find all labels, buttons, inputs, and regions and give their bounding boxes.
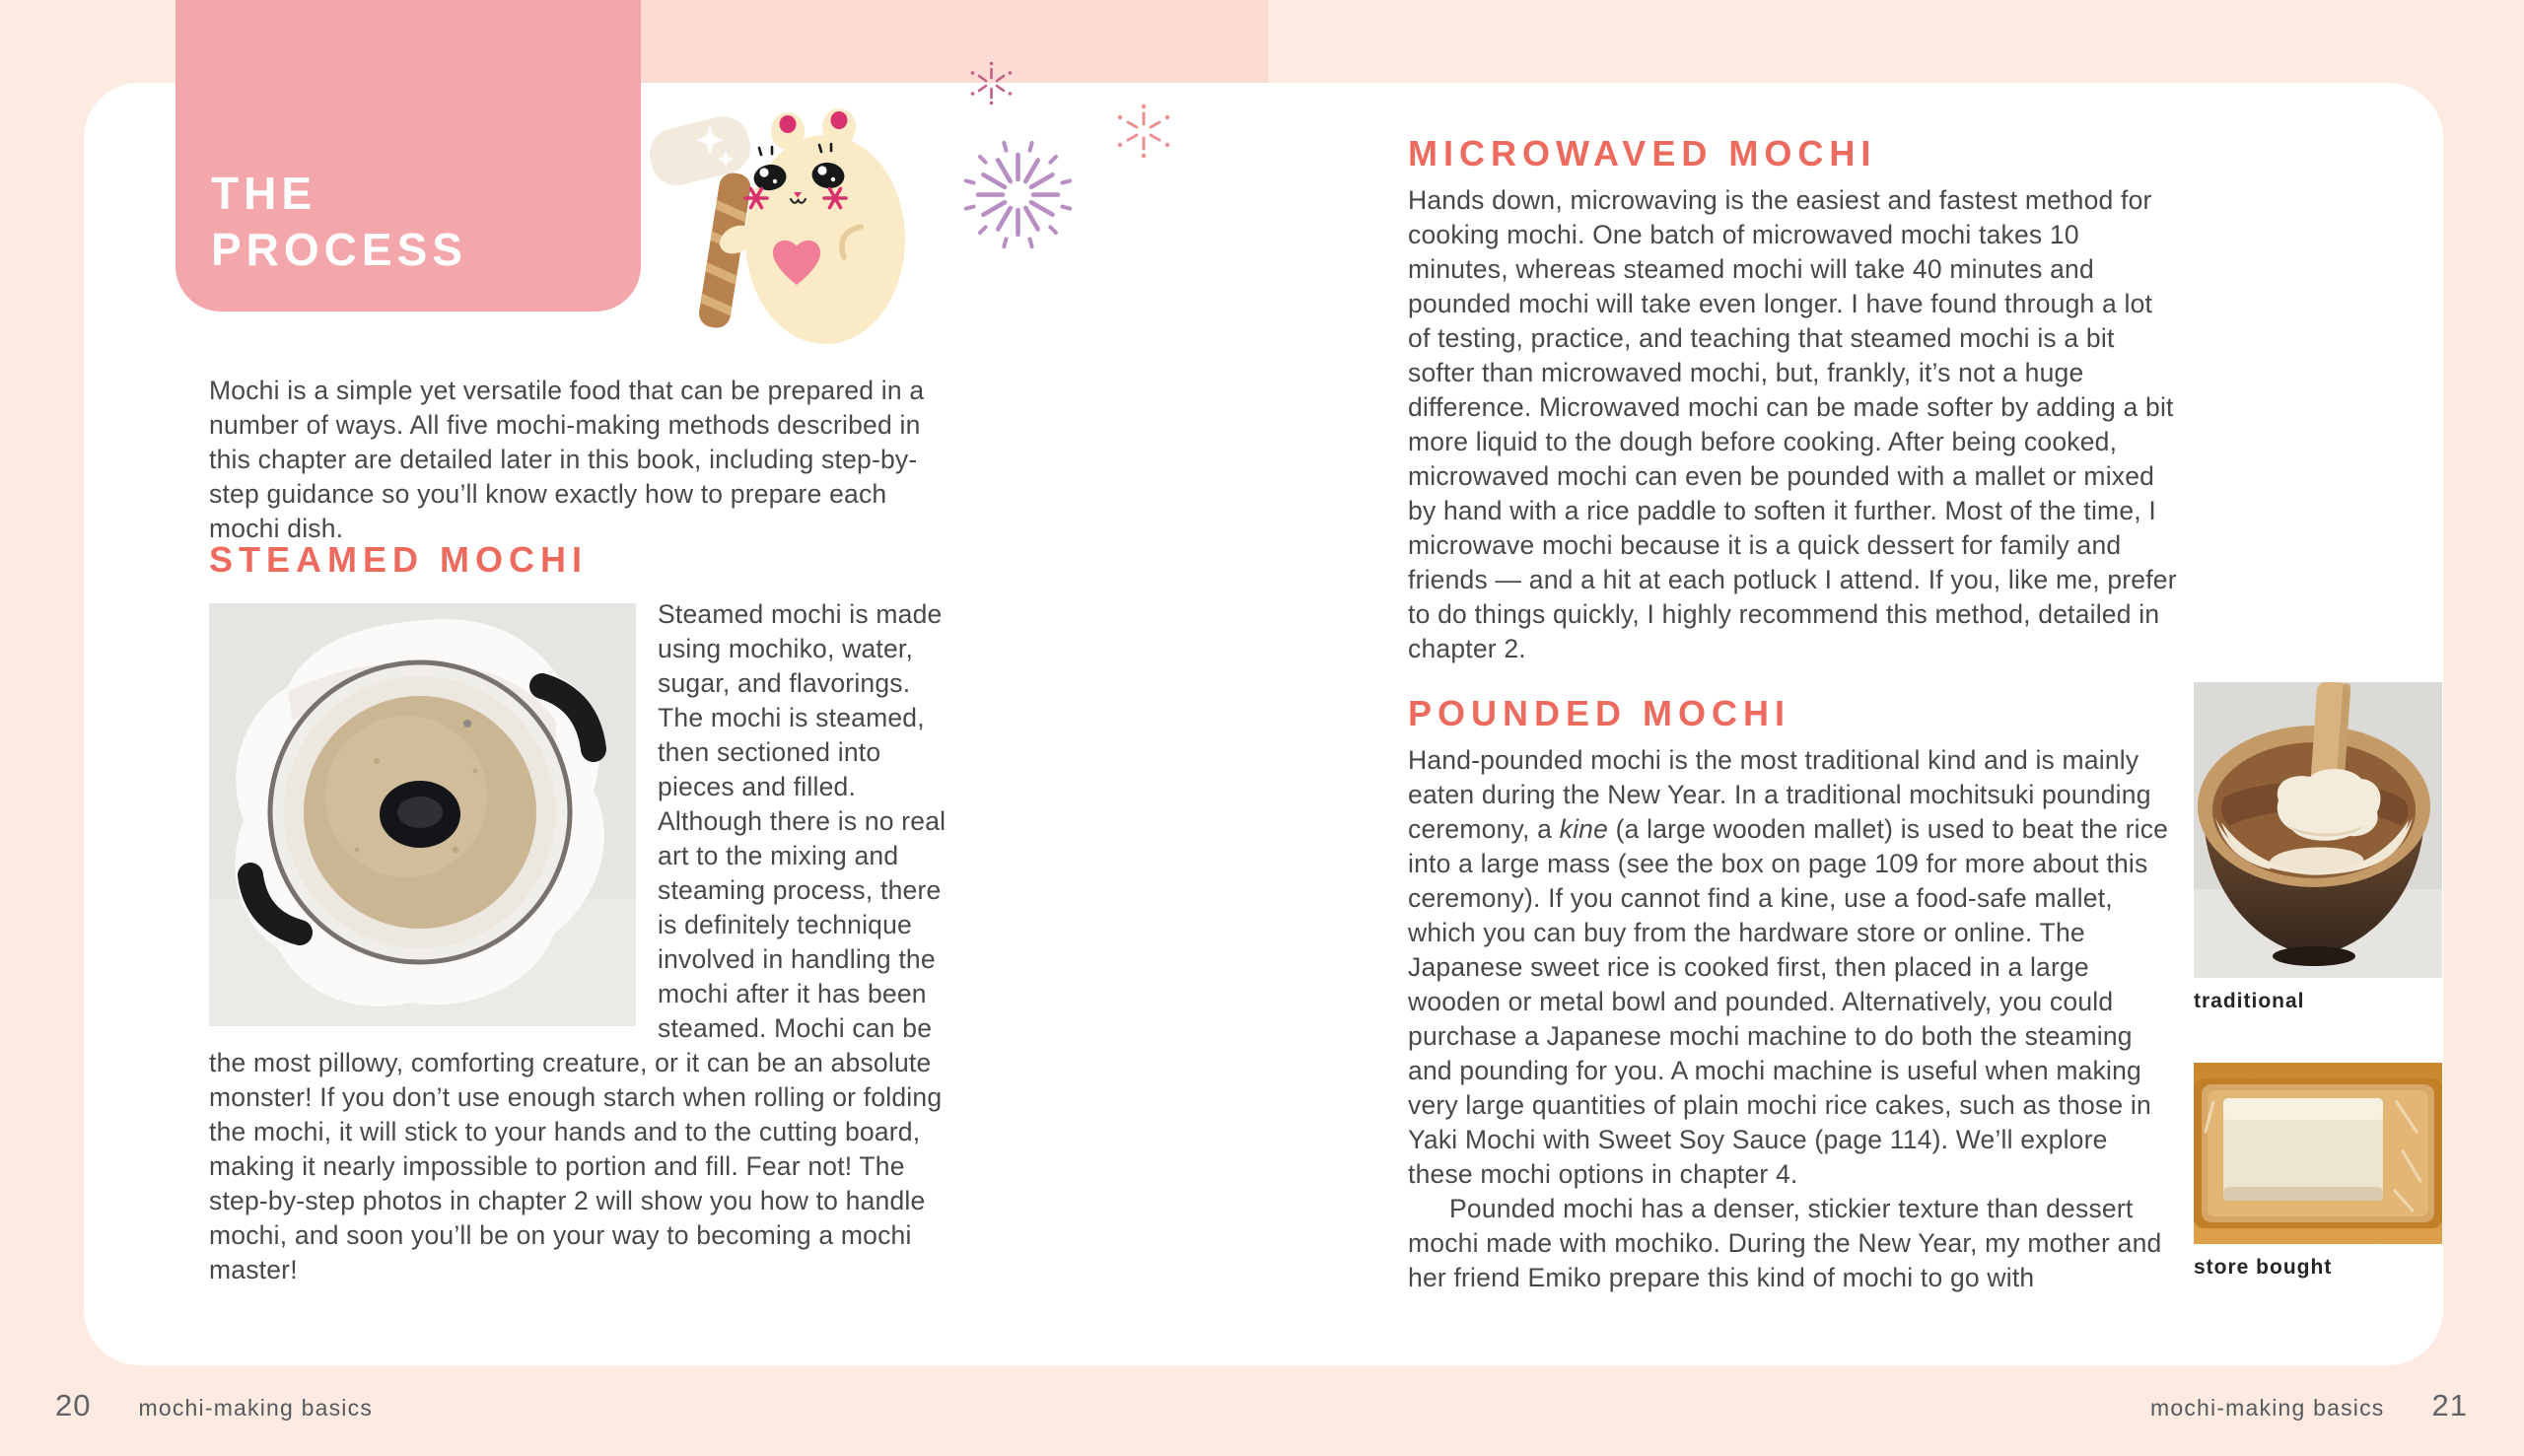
- steamed-mochi-paragraph: Steamed mochi is made using mochiko, water, sugar, and flavorings. The mochi is steamed, then sectioned into pieces and filled. Although there is no real art to the mixing and steaming process, there is definitely technique involved in handling the mochi after it has been steamed. Mochi can be the most pillowy, comforting creature, or it can be an absolute monster! If you don’t use enough starch when rolling or folding the mochi, it will stick to your hands and to the cutting board, making it nearly impossible to portion and fill. Fear not! The step-by-step photos in chapter 2 will show you how to handle mochi, and soon you’ll be on your way to becoming a mochi master!: [209, 599, 946, 1284]
- footer-left: [55, 1388, 373, 1423]
- running-footer-left: mochi-making basics: [138, 1395, 374, 1421]
- chapter-title-line2: PROCESS: [211, 224, 467, 275]
- firework-burst-icon: [961, 138, 1075, 251]
- page-number-left: 20: [55, 1388, 92, 1422]
- steamed-mochi-heading: STEAMED MOCHI: [209, 539, 588, 580]
- caption-store-bought: store bought: [2194, 1256, 2333, 1279]
- footer-right: [2150, 1388, 2468, 1423]
- pounded-mochi-heading: POUNDED MOCHI: [1408, 693, 1791, 733]
- store-bought-mochi-photo: [2194, 1063, 2442, 1244]
- steamed-mochi-section: [209, 597, 956, 1287]
- caption-traditional: traditional: [2194, 990, 2305, 1012]
- chapter-title-line1: THE: [211, 168, 316, 219]
- microwaved-mochi-heading: MICROWAVED MOCHI: [1408, 133, 1877, 173]
- microwaved-mochi-paragraph: Hands down, microwaving is the easiest and fastest method for cooking mochi. One batch of microwaved mochi takes 10 minutes, whereas steamed mochi will take 40 minutes and pounded mochi will take even longer. I have found through a lot of testing, practice, and teaching that steamed mochi is a bit softer than microwaved mochi, but, frankly, it’s not a huge difference. Microwaved mochi can be made softer by adding a bit more liquid to the dough before cooking. After being cooked, microwaved mochi can even be pounded with a mallet or mixed by hand with a rice paddle to soften it further. Most of the time, I microwave mochi because it is a quick dessert for family and friends — and a hit at each potluck I attend. If you, like me, prefer to do things quickly, I highly recommend this method, detailed in chapter 2.: [1408, 185, 2177, 663]
- chapter-title: [211, 166, 467, 278]
- pounded-term-kine: kine: [1559, 814, 1609, 844]
- steamer-pot-photo: [209, 603, 636, 1026]
- pounded-mochi-paragraph-1: Hand-pounded mochi is the most traditional kind and is mainly eaten during the New Year. In a traditional mochitsuki pounding ceremony, a kine (a large wooden mallet) is used to beat the rice into a large mass (see the box on page 109 for more about this ceremony). If you cannot find a kine, use a food-safe mallet, which you can buy from the hardware store or online. The Japanese sweet rice is cooked first, then placed in a large wooden or metal bowl and pounded. Alternatively, you could purchase a Japanese mochi machine to do both the steaming and pounding for you. A mochi machine is useful when making very large quantities of plain mochi rice cakes, such as those in Yaki Mochi with Sweet Soy Sauce (page 114). We’ll explore these mochi options in chapter 4.: [1408, 745, 2169, 1189]
- page-number-right: 21: [2431, 1388, 2468, 1422]
- intro-paragraph: Mochi is a simple yet versatile food that can be prepared in a number of ways. All five mochi-making methods described in this chapter are detailed later in this book, including step-by-step guidance so you’ll know exactly how to prepare each mochi dish.: [209, 375, 925, 543]
- chapter-title-box: [175, 0, 641, 312]
- sparkle-icon: [1116, 104, 1171, 159]
- pounded-mochi-paragraph-2: Pounded mochi has a denser, stickier texture than dessert mochi made with mochiko. During the New Year, my mother and her friend Emiko prepare this kind of mochi to go with: [1408, 1194, 2162, 1292]
- traditional-mochi-photo: [2194, 682, 2442, 978]
- cat-ear-inner: [780, 115, 797, 133]
- right-page-column: [1408, 134, 2177, 1295]
- sparkle-icon: [969, 61, 1014, 105]
- cat-mallet-illustration: [631, 94, 927, 355]
- running-footer-right: mochi-making basics: [2149, 1395, 2385, 1421]
- mochi-mass: [2278, 769, 2381, 841]
